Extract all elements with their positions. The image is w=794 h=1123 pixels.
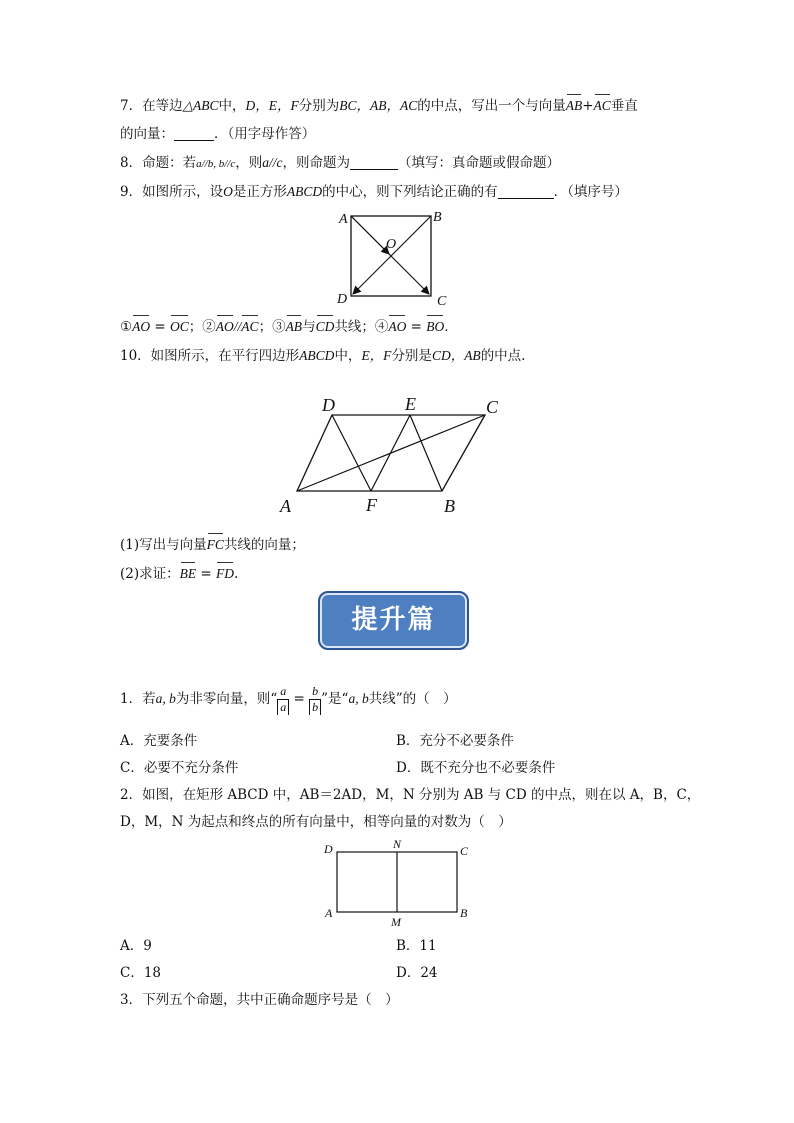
q9-s1-vector-b: OC bbox=[170, 317, 189, 337]
t2-option-a[interactable]: A．9 bbox=[120, 938, 152, 954]
q9-label-o: O bbox=[386, 237, 397, 252]
t1-text-d: 共线”的（ ） bbox=[368, 691, 457, 707]
q7-text-d: 的中点，写出一个与向量 bbox=[417, 98, 566, 114]
t3-line1: 3．下列五个命题，共中正确命题序号是（ ） bbox=[120, 992, 399, 1008]
t1-frac-a-num: a bbox=[277, 684, 289, 700]
q9-vector-ao bbox=[351, 216, 389, 254]
q10-p2-vector-fd: FD bbox=[216, 564, 234, 584]
q9-s1-number: ① bbox=[120, 319, 133, 335]
q8-condition: a//b, b//c bbox=[196, 158, 236, 170]
q7-line2 bbox=[120, 124, 315, 144]
q7-text-a: 7．在等边 bbox=[120, 98, 183, 114]
q9-s2-vector-a: AO bbox=[216, 317, 234, 337]
q10-segment-fe bbox=[371, 415, 410, 491]
q9-s3-number: ③ bbox=[272, 319, 286, 335]
q7-points: D，E，F bbox=[245, 98, 299, 113]
q9-text-c: 的中心，则下列结论正确的有 bbox=[322, 184, 498, 200]
q10-text-b: 中， bbox=[334, 348, 362, 364]
q7-line1 bbox=[120, 96, 638, 116]
q8-text-d: （填写：真命题或假命题） bbox=[397, 155, 560, 171]
q10-part1 bbox=[120, 535, 305, 555]
q10-label-e: E bbox=[405, 394, 416, 414]
q10-p1-text-a: (1)写出与向量 bbox=[120, 537, 207, 553]
t2-option-b[interactable]: B．11 bbox=[396, 938, 437, 954]
q9-label-b: B bbox=[433, 210, 442, 225]
q10-segment-df bbox=[332, 415, 371, 491]
q10-text-a: 10．如图所示，在平行四边形 bbox=[120, 348, 300, 364]
t2-option-c[interactable]: C．18 bbox=[120, 965, 162, 981]
q8-text-a: 8．命题：若 bbox=[120, 155, 197, 171]
q10-p2-vector-be: BE bbox=[180, 564, 197, 584]
q8-text-c: ，则命题为 bbox=[282, 155, 350, 171]
q9-s3-vector-a: AB bbox=[286, 317, 303, 337]
q10-label-c: C bbox=[486, 397, 499, 417]
t1-text-a: 1．若 bbox=[120, 691, 156, 707]
t2-label-d: D bbox=[324, 842, 333, 856]
q9-point-o: O bbox=[223, 184, 233, 199]
q10-text-c: 分别是 bbox=[391, 348, 432, 364]
q10-parallelogram-name: ABCD bbox=[299, 348, 335, 363]
q10-points: E，F bbox=[361, 348, 392, 363]
q7-plus: + bbox=[582, 98, 594, 114]
t2-label-b: B bbox=[460, 906, 468, 920]
t1-fraction-b bbox=[309, 684, 321, 715]
t1-option-b[interactable]: B．充分不必要条件 bbox=[396, 733, 514, 749]
q10-sides: CD，AB bbox=[431, 348, 481, 363]
t2-line2: D，M，N 为起点和终点的所有向量中，相等向量的对数为（ ） bbox=[120, 814, 512, 830]
q10-label-a: A bbox=[280, 496, 291, 516]
q10-p2-op: = bbox=[196, 566, 217, 582]
t2-option-d[interactable]: D．24 bbox=[396, 965, 438, 981]
q7-vector-ac: AC bbox=[594, 96, 611, 116]
t1-option-d[interactable]: D．既不充分也不必要条件 bbox=[396, 760, 556, 776]
t1-text-b: 为非零向量，则“ bbox=[175, 691, 278, 707]
q9-square-figure bbox=[330, 205, 460, 310]
t2-label-m: M bbox=[391, 915, 401, 929]
q9-line bbox=[120, 182, 628, 202]
q10-segment-eb bbox=[410, 415, 442, 491]
q9-square-name: ABCD bbox=[286, 184, 323, 199]
q9-s4-vector-b: BO bbox=[426, 317, 444, 337]
q9-text-d: ．（填序号） bbox=[553, 184, 628, 200]
q7-line2-text: 的向量： bbox=[120, 126, 174, 142]
q9-s3-vector-b: CD bbox=[316, 317, 335, 337]
t1-line bbox=[120, 683, 457, 715]
q9-label-c: C bbox=[437, 294, 447, 309]
q9-s4-op: = bbox=[406, 319, 427, 335]
q7-text-b: 中， bbox=[218, 98, 246, 114]
q10-label-f: F bbox=[366, 495, 377, 515]
q10-p1-text-b: 共线的向量； bbox=[223, 537, 305, 553]
q10-p1-vector: FC bbox=[207, 535, 224, 555]
q9-s2-vector-b: AC bbox=[241, 317, 258, 337]
q8-answer-blank[interactable] bbox=[350, 155, 398, 170]
q10-p2-text-a: (2)求证： bbox=[120, 566, 180, 582]
q7-line2-hint: ．（用字母作答） bbox=[214, 126, 316, 142]
t2-label-n: N bbox=[393, 837, 402, 851]
q7-triangle: △ABC bbox=[182, 98, 219, 113]
q9-s2-sep: ； bbox=[258, 319, 273, 335]
t2-label-a: A bbox=[325, 906, 333, 920]
q8-text-b: ，则 bbox=[235, 155, 263, 171]
q9-s1-sep: ； bbox=[188, 319, 203, 335]
q9-s2-op: // bbox=[233, 319, 242, 334]
q9-label-a: A bbox=[339, 212, 348, 227]
q9-label-d: D bbox=[337, 292, 348, 307]
q7-text-c: 分别为 bbox=[298, 98, 340, 114]
q9-s4-number: ④ bbox=[374, 319, 389, 335]
q9-s4-vector-a: AO bbox=[388, 317, 406, 337]
q9-s4-end: ． bbox=[444, 319, 458, 335]
t1-text-c: ”是“ bbox=[321, 691, 349, 707]
q9-text-a: 9．如图所示，设 bbox=[120, 184, 224, 200]
q7-sides: BC，AB，AC bbox=[339, 98, 418, 113]
t1-frac-b-den: b bbox=[309, 700, 321, 715]
q10-parallelogram-figure bbox=[270, 390, 520, 520]
q9-text-b: 是正方形 bbox=[232, 184, 287, 200]
t1-frac-b-num: b bbox=[309, 684, 321, 700]
q9-s1-op: = bbox=[150, 319, 171, 335]
section-banner-tisheng: 提升篇 bbox=[318, 591, 469, 650]
q10-p2-end: . bbox=[234, 566, 239, 582]
q7-answer-blank[interactable] bbox=[174, 126, 214, 141]
t2-label-c: C bbox=[460, 844, 469, 858]
q9-statements bbox=[120, 317, 458, 337]
q9-s3-op: 与 bbox=[302, 319, 316, 335]
q10-line bbox=[120, 346, 525, 366]
q9-s3-text: 共线； bbox=[334, 319, 375, 335]
t2-rectangle-figure bbox=[318, 835, 478, 931]
t2-line1: 2．如图，在矩形 ABCD 中，AB＝2AD，M，N 分别为 AB 与 CD 的中点，则在以 A，B，C， bbox=[120, 787, 701, 803]
t1-fraction-a bbox=[277, 684, 289, 715]
q9-answer-blank[interactable] bbox=[498, 184, 554, 199]
q7-vector-ab: AB bbox=[566, 96, 583, 116]
q10-text-d: 的中点. bbox=[480, 348, 526, 364]
q10-part2 bbox=[120, 564, 238, 584]
t1-frac-a-den: a bbox=[277, 700, 289, 715]
q9-s2-number: ② bbox=[202, 319, 216, 335]
t1-vectors-2: a, b bbox=[348, 691, 369, 706]
q8-line bbox=[120, 153, 560, 174]
t1-option-c[interactable]: C．必要不充分条件 bbox=[120, 760, 239, 776]
q8-conclusion: a//c bbox=[262, 155, 283, 170]
q10-label-b: B bbox=[444, 496, 455, 516]
q7-text-e: 垂直 bbox=[610, 98, 638, 114]
q9-s1-vector-a: AO bbox=[132, 317, 150, 337]
q9-vector-bd bbox=[353, 216, 431, 294]
t1-option-a[interactable]: A．充要条件 bbox=[120, 733, 198, 749]
t1-vectors: a, b bbox=[155, 691, 176, 706]
t1-equals: = bbox=[289, 691, 310, 707]
q10-label-d: D bbox=[322, 395, 335, 415]
